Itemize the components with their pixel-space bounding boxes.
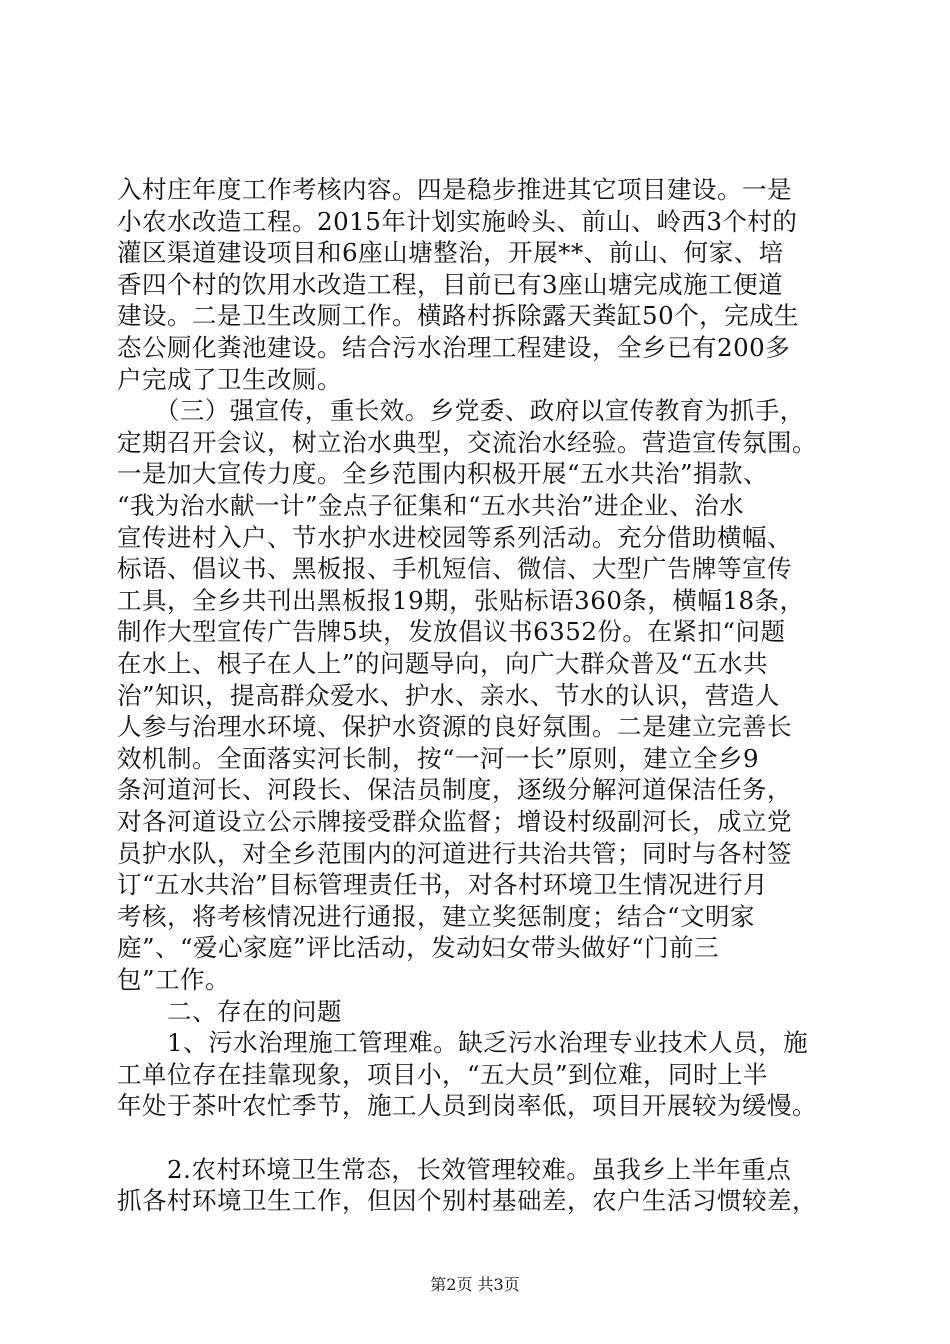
text-line: 宣传进村入户、节水护水进校园等系列活动。充分借助横幅、 — [117, 522, 792, 552]
text-line: 效机制。全面落实河长制，按“一河一长”原则，建立全乡9 — [117, 743, 760, 773]
text-line: 抓各村环境卫生工作，但因个别村基础差，农户生活习惯较差， — [117, 1186, 817, 1216]
text-line: 员护水队，对全乡范围内的河道进行共治共管；同时与各村签 — [117, 838, 792, 868]
text-line: 条河道河长、河段长、保洁员制度，逐级分解河道保洁任务， — [117, 775, 792, 805]
text-line: 一是加大宣传力度。全乡范围内积极开展“五水共治”捐款、 — [117, 459, 769, 489]
text-line: （三）强宣传，重长效。乡党委、政府以宣传教育为抓手， — [117, 396, 805, 426]
text-line: “我为治水献一计”金点子征集和“五水共治”进企业、治水 — [117, 491, 745, 520]
page-footer: 第2页 共3页 — [430, 1275, 520, 1294]
text-line: 工具，全乡共刊出黑板报19期，张贴标语360条，横幅18条， — [117, 585, 805, 615]
text-line: 小农水改造工程。2015年计划实施岭头、前山、岭西3个村的 — [117, 206, 798, 236]
text-line: 人参与治理水环境、保护水资源的良好氛围。二是建立完善长 — [117, 712, 792, 742]
text-line: 在水上、根子在人上”的问题导向，向广大群众普及“五水共 — [117, 649, 769, 678]
text-line: 香四个村的饮用水改造工程，目前已有3座山塘完成施工便道 — [117, 269, 784, 299]
text-line — [117, 1123, 837, 1153]
text-line: 1、污水治理施工管理难。缺乏污水治理专业技术人员，施 — [117, 1028, 809, 1058]
text-line: 考核，将考核情况进行通报，建立奖惩制度；结合“文明家 — [117, 901, 756, 931]
text-line: 工单位存在挂靠现象，项目小，“五大员”到位难，同时上半 — [117, 1059, 769, 1089]
text-line: 庭”、“爱心家庭”评比活动，发动妇女带头做好“门前三 — [117, 933, 720, 963]
text-line: 户完成了卫生改厕。 — [117, 364, 342, 394]
text-line: 二、存在的问题 — [117, 996, 342, 1026]
text-line: 制作大型宣传广告牌5块，发放倡议书6352份。在紧扣“问题 — [117, 617, 786, 647]
text-line: 态公厕化粪池建设。结合污水治理工程建设，全乡已有200多 — [117, 333, 791, 362]
text-line: 入村庄年度工作考核内容。四是稳步推进其它项目建设。一是 — [117, 175, 792, 204]
text-line: 年处于茶叶农忙季节，施工人员到岗率低，项目开展较为缓慢。 — [117, 1091, 817, 1121]
text-line: 灌区渠道建设项目和6座山塘整治，开展**、前山、何家、培 — [117, 238, 784, 268]
text-line: 2.农村环境卫生常态，长效管理较难。虽我乡上半年重点 — [117, 1154, 792, 1184]
text-line: 标语、倡议书、黑板报、手机短信、微信、大型广告牌等宣传 — [117, 554, 792, 584]
text-line: 定期召开会议，树立治水典型，交流治水经验。营造宣传氛围。 — [117, 427, 817, 457]
text-line: 订“五水共治”目标管理责任书，对各村环境卫生情况进行月 — [117, 870, 769, 900]
text-line: 治”知识，提高群众爱水、护水、亲水、节水的认识，营造人 — [117, 680, 781, 710]
text-line: 包”工作。 — [117, 965, 231, 994]
text-line: 对各河道设立公示牌接受群众监督；增设村级副河长，成立党 — [117, 807, 792, 836]
text-line: 建设。二是卫生改厕工作。横路村拆除露天粪缸50个，完成生 — [117, 301, 800, 331]
